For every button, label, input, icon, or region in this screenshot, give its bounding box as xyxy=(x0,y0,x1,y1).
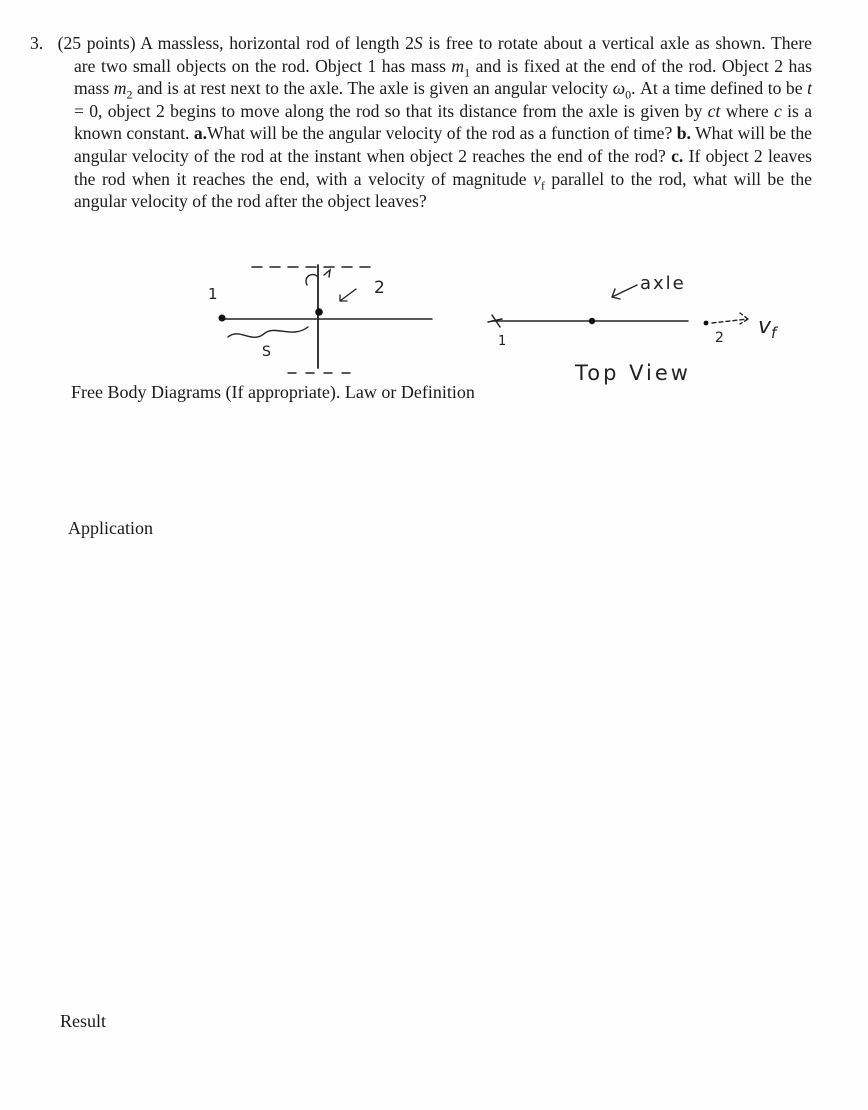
top-view-caption: Top View xyxy=(575,361,691,385)
part-c-text: If object 2 leaves the rod when it reaches the end, with a velocity of magnitude xyxy=(74,145,812,189)
side-label-s: S xyxy=(262,344,271,360)
brace-s-icon xyxy=(228,327,308,337)
math-symbol: c xyxy=(774,100,782,121)
text-segment: = 0, object 2 begins to move along the rod so that its distance from the axle is given by xyxy=(74,100,703,121)
top-label-axle: axle xyxy=(640,273,686,294)
vf-subscript: f xyxy=(771,324,777,342)
text-segment: is free to rotate about a vertical axle as shown. There are two small objects on the rod. Object 1 has mass xyxy=(74,33,812,76)
math-symbol: m xyxy=(451,55,465,76)
math-symbol: ct xyxy=(707,100,721,121)
math-symbol: S xyxy=(413,33,423,53)
object-2-top-dot xyxy=(704,321,709,326)
side-label-2: 2 xyxy=(374,278,385,298)
application-heading: Application xyxy=(68,518,153,538)
math-subscript: 2 xyxy=(126,87,133,102)
math-symbol: ω xyxy=(612,78,626,99)
axle-dot xyxy=(589,318,595,324)
math-subscript: 0 xyxy=(625,87,632,102)
figure xyxy=(0,255,868,395)
velocity-arrow-icon xyxy=(712,313,748,324)
object-1-dot xyxy=(219,315,226,322)
part-c-label: c. xyxy=(671,145,684,166)
side-label-1: 1 xyxy=(208,285,218,303)
text-segment: and is fixed at the end of the rod. Object 2 has mass xyxy=(74,55,812,99)
axle-pointer-arrow-icon xyxy=(612,285,637,299)
top-view-sketch xyxy=(488,285,748,327)
part-b-text: What will be the angular velocity of the rod at the instant when object 2 reaches the end of the rod? xyxy=(74,123,812,166)
text-segment: where xyxy=(725,100,769,121)
fbd-heading: Free Body Diagrams (If appropriate). Law or Definition xyxy=(71,382,475,402)
top-label-1: 1 xyxy=(498,334,507,349)
object-2-dot xyxy=(315,308,323,316)
math-symbol: m xyxy=(113,78,127,99)
text-segment: is a known constant. xyxy=(74,100,813,144)
part-c-text-2: parallel to the rod, what will be the angular velocity of the rod after the object leaves? xyxy=(74,168,812,212)
math-symbol: v xyxy=(533,168,541,189)
part-b-label: b. xyxy=(676,123,691,144)
pointer-arrow-icon xyxy=(340,289,356,301)
part-a-text: What will be the angular velocity of the rod as a function of time? xyxy=(207,123,673,144)
problem-text: 3. (25 points) A massless, horizontal rod of length 2S is free to rotate about a vertical axle as shown. There are two small objects on the rod. Object 1 has mass $m_1$ and is fixed at the end of the rod. Object 2 has mass $m_2$ and is at rest next to the axle. The axle is given an angular velocity $\omega_0$. At a time defined to be t = 0, object 2 begins to move along the rod so that its distance from the axle is given by ct where c is a known constant. a.What will be the angular velocity of the rod as a function of time? b. What will be the angular velocity of the rod at the instant when object 2 reaches the end of the rod? c. If object 2 leaves the rod when it reaches the end, with a velocity of magnitude $v_f$ parallel to the rod, what will be the angular velocity of the rod after the object leaves? xyxy=(30,33,813,212)
points: (25 points) xyxy=(57,33,136,53)
math-subscript: 1 xyxy=(464,65,471,80)
result-heading: Result xyxy=(60,1011,107,1031)
math-symbol: t xyxy=(807,78,812,99)
top-label-2: 2 xyxy=(715,330,724,346)
vf-symbol: v xyxy=(758,314,772,339)
text-segment: and is at rest next to the axle. The axle is given an angular velocity xyxy=(137,78,609,99)
text-segment: A massless, horizontal rod of length 2 xyxy=(140,33,414,53)
math-subscript: f xyxy=(540,178,545,193)
text-segment: . At a time defined to be xyxy=(631,78,803,99)
top-label-vf xyxy=(758,314,779,342)
problem-statement xyxy=(30,32,813,213)
side-view-sketch xyxy=(220,265,432,373)
part-a-label: a. xyxy=(193,123,208,144)
